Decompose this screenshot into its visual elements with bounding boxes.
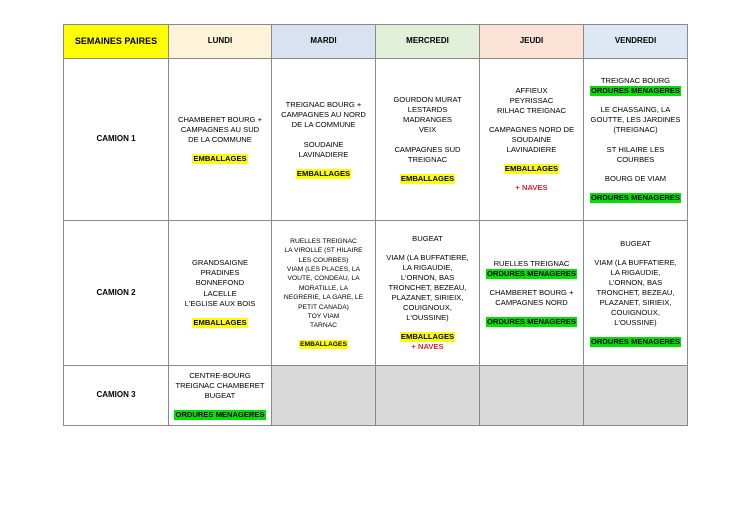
waste-type-wrap xyxy=(170,318,270,328)
spacer xyxy=(273,331,374,340)
packaging-badge: EMBALLAGES xyxy=(400,332,455,342)
household-waste-badge: ORDURES MENAGERES xyxy=(590,192,681,202)
waste-type-wrap xyxy=(377,332,478,342)
schedule-cell xyxy=(584,221,688,366)
commune-line: SOUDAINE xyxy=(511,135,552,144)
empty-cell xyxy=(376,366,480,426)
commune-line: CAMPAGNES AU NORD xyxy=(281,110,366,120)
commune-line: TREIGNAC BOURG + xyxy=(285,100,362,110)
commune-line: CAMPAGNES NORD xyxy=(495,298,568,307)
commune-line: COUIGNOUX, xyxy=(611,308,660,318)
commune-line: DE LA COMMUNE xyxy=(188,135,252,144)
commune-line: BOURG DE VIAM xyxy=(604,173,667,183)
day-header-thursday: JEUDI xyxy=(480,25,584,59)
spacer xyxy=(273,160,374,169)
schedule-cell xyxy=(480,221,584,366)
spacer xyxy=(585,165,686,174)
packaging-badge: EMBALLAGES xyxy=(193,154,247,164)
commune-line: PETIT CANADA) xyxy=(298,303,349,311)
truck-label: CAMION 2 xyxy=(64,221,169,366)
day-header-tuesday: MARDI xyxy=(272,25,376,59)
spacer xyxy=(481,155,582,164)
spacer xyxy=(585,249,686,258)
commune-line: DE LA COMMUNE xyxy=(291,120,356,130)
empty-cell xyxy=(480,366,584,426)
header-row xyxy=(64,25,688,59)
truck-row xyxy=(64,221,688,366)
commune-line: RUELLES TREIGNAC xyxy=(493,258,570,268)
commune-line: LES COURBES) xyxy=(298,256,349,264)
commune-line: BUGEAT xyxy=(412,233,443,243)
commune-line: TOY VIAM xyxy=(307,312,340,320)
empty-cell xyxy=(584,366,688,426)
commune-line: VEIX xyxy=(418,125,437,135)
day-header-wednesday: MERCREDI xyxy=(376,25,480,59)
commune-line: LE CHASSAING, LA xyxy=(600,105,671,115)
commune-line: L'ORNON, BAS xyxy=(608,277,663,287)
spacer xyxy=(585,184,686,193)
commune-line: VIAM (LA BUFFATIERE, xyxy=(386,252,469,262)
day-header-monday: LUNDI xyxy=(169,25,272,59)
schedule-cell xyxy=(376,221,480,366)
spacer xyxy=(377,165,478,174)
commune-line: CHAMBERET BOURG + xyxy=(489,287,574,297)
spacer xyxy=(481,116,582,125)
week-type-header: SEMAINES PAIRES xyxy=(64,25,169,59)
commune-line: COUIGNOUX, xyxy=(403,303,452,313)
commune-line: L'OUSSINE) xyxy=(406,313,449,323)
commune-line: TREIGNAC xyxy=(407,154,448,164)
truck-row xyxy=(64,59,688,221)
spacer xyxy=(170,145,270,154)
commune-line: VIAM (LES PLACES, LA xyxy=(286,266,361,274)
spacer xyxy=(481,279,582,288)
commune-line: CENTRE-BOURG xyxy=(189,370,251,380)
household-waste-badge: ORDURES MENAGERES xyxy=(590,337,681,347)
commune-line: LACELLE xyxy=(203,288,237,298)
commune-line: RUELLES TREIGNAC xyxy=(290,237,357,245)
schedule-cell xyxy=(480,59,584,221)
commune-line: PLAZANET, SIRIEIX, xyxy=(391,293,464,302)
waste-type-wrap xyxy=(585,337,686,347)
packaging-badge: EMBALLAGES xyxy=(400,173,455,183)
waste-type-wrap xyxy=(170,154,270,164)
truck-row xyxy=(64,366,688,426)
commune-line: SOUDAINE xyxy=(303,139,344,149)
commune-line: TRONCHET, BEZEAU, xyxy=(596,287,675,297)
commune-line: PEYRISSAC xyxy=(509,95,554,105)
commune-line: BONNEFOND xyxy=(195,278,245,288)
schedule-cell xyxy=(272,59,376,221)
spacer xyxy=(377,244,478,253)
spacer xyxy=(377,136,478,145)
commune-line: ST HILAIRE LES xyxy=(606,144,665,154)
commune-line: VOUTE, CONDEAU, LA xyxy=(287,275,360,283)
waste-type-wrap xyxy=(481,164,582,174)
commune-line: NEGRERIE, LA GARE, LE xyxy=(283,294,364,302)
commune-line: L'EGLISE AUX BOIS xyxy=(184,298,256,308)
spacer xyxy=(170,401,270,410)
schedule-cell xyxy=(272,221,376,366)
commune-line: GOURDON MURAT xyxy=(393,95,462,105)
commune-line: COURBES xyxy=(616,154,655,164)
waste-type-wrap xyxy=(585,86,686,96)
waste-type-wrap xyxy=(377,174,478,184)
commune-line: AFFIEUX xyxy=(515,85,548,95)
commune-line: BUGEAT xyxy=(620,238,651,248)
spacer xyxy=(377,323,478,332)
packaging-badge: EMBALLAGES xyxy=(300,340,347,348)
commune-line: LA VIROLLE (ST HILAIRE xyxy=(284,247,363,255)
truck-label: CAMION 3 xyxy=(64,366,169,426)
schedule-cell xyxy=(376,59,480,221)
waste-type-wrap xyxy=(273,340,374,349)
extra-note: + NAVES xyxy=(411,342,444,352)
commune-line: LA RIGAUDIE, xyxy=(402,262,453,272)
commune-line: TREIGNAC BOURG xyxy=(600,76,671,86)
day-header-friday: VENDREDI xyxy=(584,25,688,59)
commune-line: RILHAC TREIGNAC xyxy=(496,105,567,115)
waste-type-wrap xyxy=(585,193,686,203)
commune-line: GOUTTE, LES JARDINES xyxy=(590,115,681,125)
commune-line: (TREIGNAC) xyxy=(613,125,658,135)
commune-line: LAVINADIERE xyxy=(506,145,557,155)
spacer xyxy=(481,308,582,317)
commune-line: TRONCHET, BEZEAU, xyxy=(388,282,467,292)
spacer xyxy=(585,328,686,337)
empty-cell xyxy=(272,366,376,426)
commune-line: BUGEAT xyxy=(204,391,236,400)
packaging-badge: EMBALLAGES xyxy=(193,317,247,327)
household-waste-badge: ORDURES MENAGERES xyxy=(590,86,681,96)
schedule-cell xyxy=(169,221,272,366)
truck-label: CAMION 1 xyxy=(64,59,169,221)
commune-line: MORATILLE, LA xyxy=(298,284,349,292)
commune-line: LA RIGAUDIE, xyxy=(610,267,661,277)
packaging-badge: EMBALLAGES xyxy=(296,168,351,178)
collection-schedule-table xyxy=(63,24,688,426)
extra-note: + NAVES xyxy=(515,183,548,193)
schedule-cell xyxy=(169,59,272,221)
commune-line: LAVINADIERE xyxy=(298,149,349,159)
commune-line: PLAZANET, SIRIEIX, xyxy=(599,298,672,307)
commune-line: L'OUSSINE) xyxy=(614,318,657,328)
household-waste-badge: ORDURES MENAGERES xyxy=(486,317,577,327)
commune-line: CAMPAGNES NORD DE xyxy=(488,124,575,134)
commune-line: TARNAC xyxy=(310,322,337,330)
commune-line: L'ORNON, BAS xyxy=(400,272,455,282)
waste-type-wrap xyxy=(170,410,270,420)
commune-line: MADRANGES xyxy=(403,115,452,125)
household-waste-badge: ORDURES MENAGERES xyxy=(175,410,265,420)
commune-line: PRADINES xyxy=(200,268,240,278)
waste-type-wrap xyxy=(481,269,582,279)
spacer xyxy=(585,136,686,145)
schedule-cell xyxy=(584,59,688,221)
spacer xyxy=(170,309,270,318)
spacer xyxy=(273,131,374,140)
commune-line: TREIGNAC CHAMBERET xyxy=(175,380,265,390)
spacer xyxy=(585,96,686,105)
packaging-badge: EMBALLAGES xyxy=(504,164,559,174)
spacer xyxy=(481,174,582,183)
commune-line: VIAM (LA BUFFATIERE, xyxy=(594,257,677,267)
commune-line: CHAMBERET BOURG + xyxy=(177,114,263,124)
commune-line: CAMPAGNES SUD xyxy=(394,144,461,154)
schedule-cell xyxy=(169,366,272,426)
waste-type-wrap xyxy=(273,169,374,179)
commune-line: GRANDSAIGNE xyxy=(191,258,249,268)
commune-line: LESTARDS xyxy=(407,105,448,115)
commune-line: CAMPAGNES AU SUD xyxy=(180,124,260,134)
household-waste-badge: ORDURES MENAGERES xyxy=(486,268,577,278)
waste-type-wrap xyxy=(481,317,582,327)
